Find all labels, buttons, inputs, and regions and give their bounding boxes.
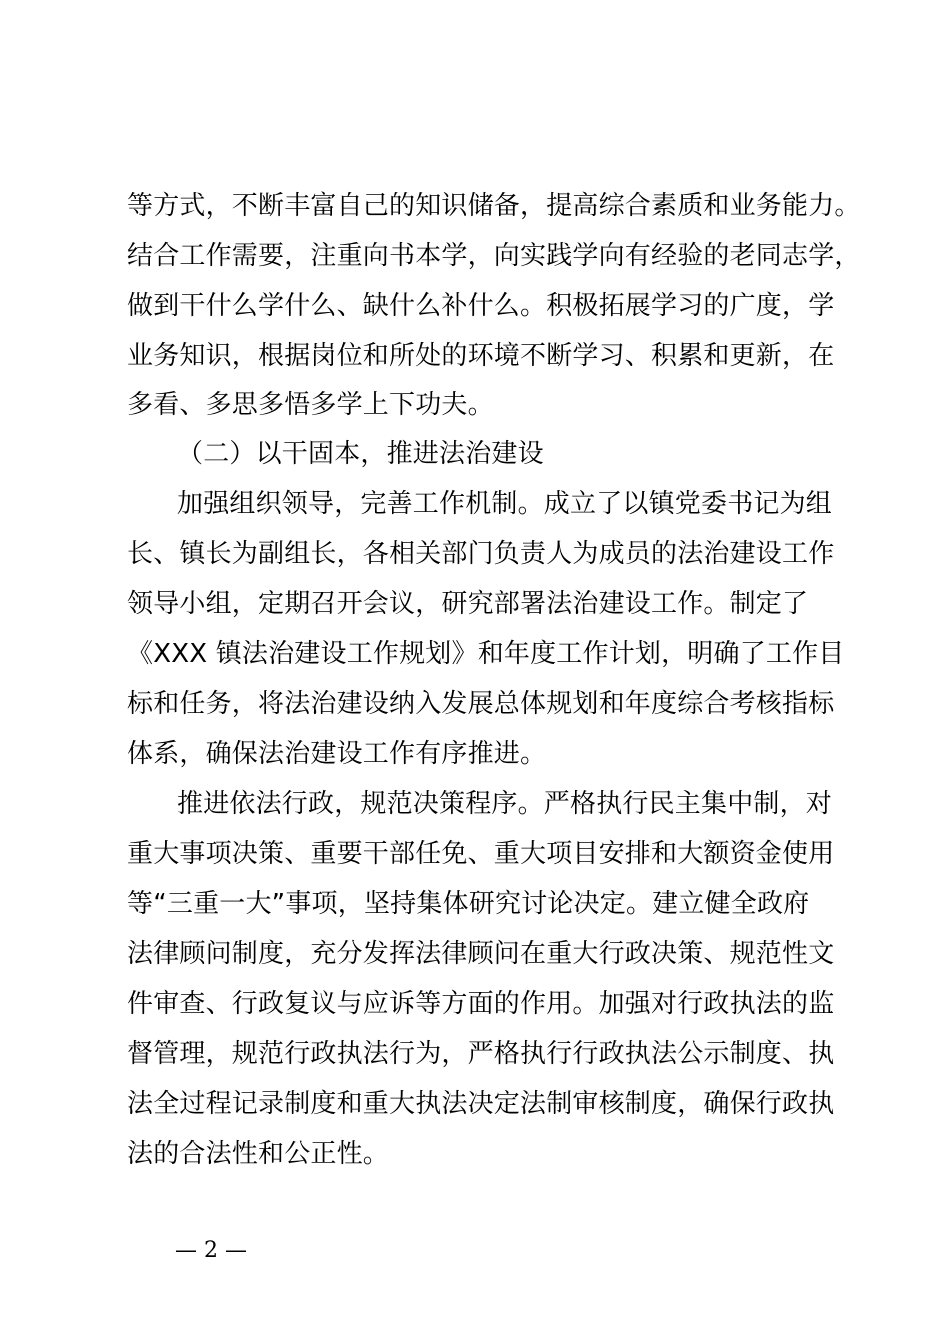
paragraph-line: 法的合法性和公正性。 bbox=[127, 1139, 390, 1169]
paragraph-line: 结合工作需要，注重向书本学，向实践学向有经验的老同志学， bbox=[127, 241, 861, 271]
paragraph-line: 多看、多思多悟多学上下功夫。 bbox=[127, 390, 494, 420]
paragraph-line: 业务知识，根据岗位和所处的环境不断学习、积累和更新，在 bbox=[127, 341, 835, 371]
paragraph-line: 推进依法行政，规范决策程序。严格执行民主集中制，对 bbox=[177, 789, 833, 819]
paragraph-line: 做到干什么学什么、缺什么补什么。积极拓展学习的广度，学 bbox=[127, 291, 835, 321]
paragraph-line: 等方式，不断丰富自己的知识储备，提高综合素质和业务能力。 bbox=[127, 191, 861, 221]
section-heading: （二）以干固本，推进法治建设 bbox=[177, 439, 544, 469]
paragraph-line: 重大事项决策、重要干部任免、重大项目安排和大额资金使用 bbox=[127, 839, 835, 869]
paragraph-line: 长、镇长为副组长，各相关部门负责人为成员的法治建设工作 bbox=[127, 539, 835, 569]
paragraph-line: 等“三重一大”事项，坚持集体研究讨论决定。建立健全政府 bbox=[127, 889, 810, 919]
page-number: — 2 — bbox=[175, 1238, 247, 1263]
paragraph-line: 法全过程记录制度和重大执法决定法制审核制度，确保行政执 bbox=[127, 1089, 835, 1119]
paragraph-line: 《XXX 镇法治建设工作规划》和年度工作计划，明确了工作目 bbox=[127, 639, 845, 669]
paragraph-line: 加强组织领导，完善工作机制。成立了以镇党委书记为组 bbox=[177, 489, 833, 519]
paragraph-line: 法律顾问制度，充分发挥法律顾问在重大行政决策、规范性文 bbox=[127, 939, 835, 969]
paragraph-line: 督管理，规范行政执法行为，严格执行行政执法公示制度、执 bbox=[127, 1039, 835, 1069]
paragraph-line: 标和任务，将法治建设纳入发展总体规划和年度综合考核指标 bbox=[127, 689, 835, 719]
paragraph-line: 件审查、行政复议与应诉等方面的作用。加强对行政执法的监 bbox=[127, 989, 835, 1019]
paragraph-line: 领导小组，定期召开会议，研究部署法治建设工作。制定了 bbox=[127, 589, 809, 619]
paragraph-line: 体系，确保法治建设工作有序推进。 bbox=[127, 739, 547, 769]
